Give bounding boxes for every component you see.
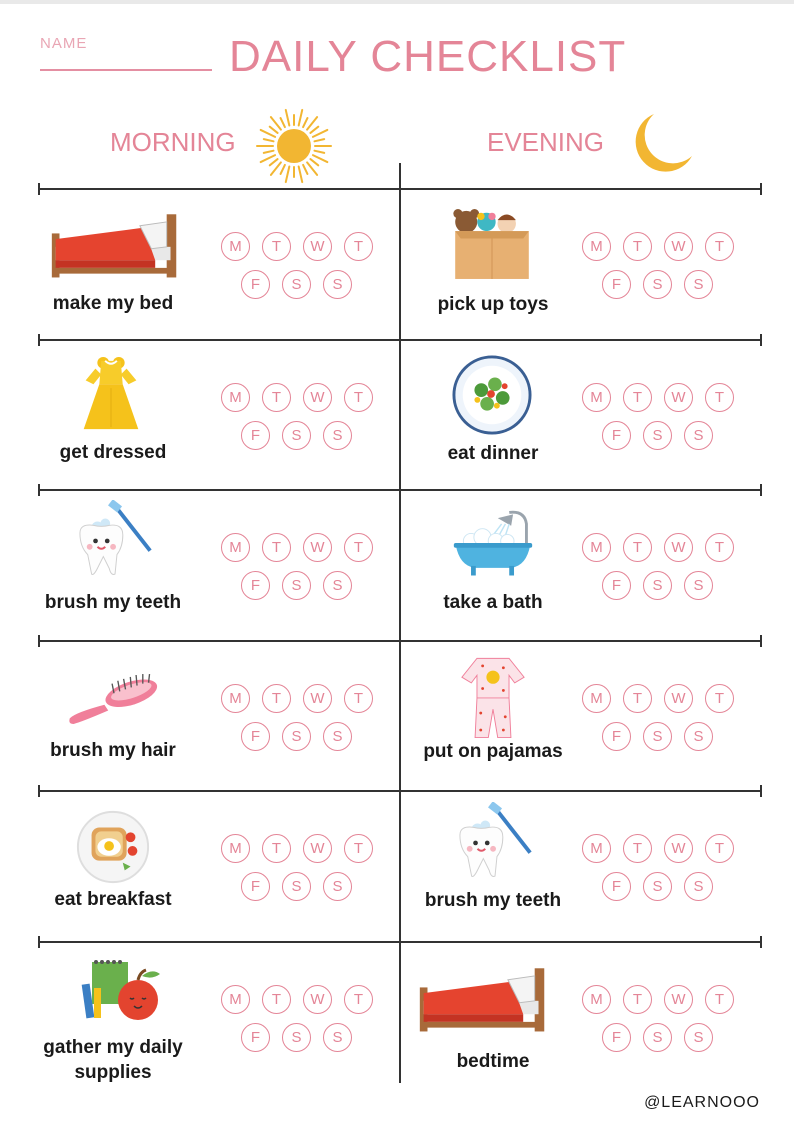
day-circle[interactable]: S — [323, 872, 352, 901]
sun-ray — [299, 110, 303, 126]
weekday-checkboxes — [582, 834, 742, 914]
task-label: eat breakfast — [54, 889, 172, 910]
day-circle[interactable]: F — [241, 722, 270, 751]
sun-ray — [310, 159, 318, 165]
page-title: DAILY CHECKLIST — [229, 32, 627, 81]
day-circle[interactable]: S — [282, 571, 311, 600]
sun-icon — [254, 106, 334, 186]
day-circle[interactable]: F — [602, 1023, 631, 1052]
row-divider — [38, 640, 762, 642]
day-circle[interactable]: T — [623, 834, 652, 863]
day-circle[interactable]: W — [664, 985, 693, 1014]
day-circle[interactable]: T — [623, 533, 652, 562]
task-label: eat dinner — [447, 443, 539, 464]
day-circle[interactable]: T — [262, 383, 291, 412]
day-circle[interactable]: T — [705, 383, 734, 412]
day-circle[interactable]: T — [344, 533, 373, 562]
day-circle[interactable]: S — [323, 421, 352, 450]
day-circle[interactable]: S — [684, 1023, 713, 1052]
divider-end-tick — [38, 785, 40, 797]
task-label: take a bath — [443, 592, 543, 613]
day-circle[interactable]: T — [344, 985, 373, 1014]
day-circle[interactable]: T — [344, 383, 373, 412]
weekday-checkboxes — [221, 232, 381, 312]
day-circle[interactable]: F — [602, 270, 631, 299]
bed-icon — [48, 204, 182, 287]
day-circle[interactable]: S — [323, 270, 352, 299]
weekday-checkboxes — [582, 232, 742, 312]
day-circle[interactable]: S — [684, 722, 713, 751]
day-circle[interactable]: S — [282, 722, 311, 751]
day-circle[interactable]: W — [303, 834, 332, 863]
weekday-checkboxes — [221, 985, 381, 1065]
day-circle[interactable]: W — [664, 533, 693, 562]
tooth-brush-icon — [72, 500, 160, 583]
divider-end-tick — [760, 635, 762, 647]
day-circle[interactable]: T — [623, 232, 652, 261]
day-circle[interactable]: W — [303, 684, 332, 713]
morning-heading: MORNING — [110, 127, 236, 157]
name-write-line[interactable] — [40, 69, 212, 71]
day-circle[interactable]: S — [643, 571, 672, 600]
tooth-brush-icon — [452, 802, 540, 885]
day-circle[interactable]: T — [623, 684, 652, 713]
day-circle[interactable]: S — [323, 1023, 352, 1052]
task-label: brush my hair — [50, 740, 176, 761]
day-circle[interactable]: S — [684, 421, 713, 450]
dinner-plate-icon — [452, 355, 532, 440]
row-divider — [38, 941, 762, 943]
day-circle[interactable]: M — [221, 684, 250, 713]
weekday-checkboxes — [582, 383, 742, 463]
day-circle[interactable]: S — [684, 270, 713, 299]
toy-box-icon — [446, 206, 538, 287]
day-circle[interactable]: S — [323, 571, 352, 600]
day-circle[interactable]: W — [303, 985, 332, 1014]
day-circle[interactable]: W — [664, 232, 693, 261]
day-circle[interactable]: M — [221, 985, 250, 1014]
top-edge-bar — [0, 0, 794, 4]
divider-end-tick — [38, 484, 40, 496]
sun-ray — [299, 166, 303, 182]
bathtub-icon — [450, 504, 536, 587]
day-circle[interactable]: F — [241, 421, 270, 450]
day-circle[interactable]: T — [623, 985, 652, 1014]
day-circle[interactable]: T — [344, 684, 373, 713]
sun-ray — [313, 155, 327, 162]
dress-icon — [80, 355, 142, 438]
sun-ray — [314, 139, 324, 141]
day-circle[interactable]: T — [262, 985, 291, 1014]
day-circle[interactable]: F — [602, 421, 631, 450]
day-circle[interactable]: S — [643, 722, 672, 751]
breakfast-plate-icon — [74, 808, 152, 891]
sun-ray — [270, 159, 278, 165]
weekday-checkboxes — [221, 834, 381, 914]
divider-end-tick — [38, 635, 40, 647]
day-circle[interactable]: M — [582, 383, 611, 412]
day-circle[interactable]: W — [664, 684, 693, 713]
day-circle[interactable]: F — [602, 722, 631, 751]
weekday-checkboxes — [582, 533, 742, 613]
footer-handle: @LEARNOOO — [644, 1094, 760, 1111]
day-circle[interactable]: F — [241, 571, 270, 600]
day-circle[interactable]: M — [582, 232, 611, 261]
sun-ray — [281, 118, 285, 127]
sun-ray — [281, 165, 285, 174]
day-circle[interactable]: W — [303, 533, 332, 562]
day-circle[interactable]: T — [262, 533, 291, 562]
sun-ray — [303, 165, 307, 174]
day-circle[interactable]: S — [282, 421, 311, 450]
task-label: bedtime — [456, 1051, 530, 1072]
day-circle[interactable]: T — [262, 684, 291, 713]
day-circle[interactable]: S — [643, 270, 672, 299]
day-circle[interactable]: M — [221, 834, 250, 863]
day-circle[interactable]: T — [705, 834, 734, 863]
row-divider — [38, 790, 762, 792]
day-circle[interactable]: W — [664, 383, 693, 412]
day-circle[interactable]: M — [582, 533, 611, 562]
evening-heading: EVENING — [487, 127, 605, 157]
divider-end-tick — [38, 936, 40, 948]
task-label: put on pajamas — [423, 741, 563, 762]
task-label: brush my teeth — [424, 890, 562, 911]
day-circle[interactable]: M — [582, 684, 611, 713]
day-circle[interactable]: F — [602, 571, 631, 600]
weekday-checkboxes — [582, 684, 742, 764]
divider-end-tick — [38, 334, 40, 346]
task-label: gather my daily supplies — [43, 1037, 183, 1083]
divider-end-tick — [760, 183, 762, 195]
day-circle[interactable]: F — [602, 872, 631, 901]
pajamas-icon — [460, 654, 526, 745]
hairbrush-icon — [66, 670, 162, 733]
weekday-checkboxes — [221, 533, 381, 613]
day-circle[interactable]: M — [221, 383, 250, 412]
day-circle[interactable]: S — [684, 872, 713, 901]
weekday-checkboxes — [221, 383, 381, 463]
row-divider — [38, 188, 762, 190]
row-divider — [38, 489, 762, 491]
sun-ray — [286, 166, 290, 182]
day-circle[interactable]: T — [705, 684, 734, 713]
task-label: pick up toys — [437, 294, 549, 315]
bed-icon — [416, 958, 550, 1041]
divider-end-tick — [38, 183, 40, 195]
moon-icon — [624, 108, 696, 180]
day-circle[interactable]: W — [664, 834, 693, 863]
day-circle[interactable]: F — [241, 1023, 270, 1052]
sun-ray — [270, 127, 278, 133]
day-circle[interactable]: M — [582, 834, 611, 863]
day-circle[interactable]: T — [705, 232, 734, 261]
day-circle[interactable]: S — [323, 722, 352, 751]
day-circle[interactable]: M — [582, 985, 611, 1014]
day-circle[interactable]: T — [262, 232, 291, 261]
column-divider — [399, 163, 401, 1083]
school-supplies-icon — [80, 954, 170, 1029]
sun-ray — [261, 130, 275, 137]
day-circle[interactable]: W — [303, 383, 332, 412]
sun-ray — [313, 130, 327, 137]
row-divider — [38, 339, 762, 341]
task-label: make my bed — [52, 293, 174, 314]
divider-end-tick — [760, 785, 762, 797]
day-circle[interactable]: T — [623, 383, 652, 412]
divider-end-tick — [760, 936, 762, 948]
weekday-checkboxes — [221, 684, 381, 764]
day-circle[interactable]: T — [262, 834, 291, 863]
name-label: NAME — [40, 35, 88, 52]
day-circle[interactable]: M — [221, 232, 250, 261]
day-circle[interactable]: S — [684, 571, 713, 600]
divider-end-tick — [760, 484, 762, 496]
day-circle[interactable]: T — [344, 232, 373, 261]
day-circle[interactable]: T — [705, 533, 734, 562]
sun-ray — [261, 155, 275, 162]
day-circle[interactable]: M — [221, 533, 250, 562]
sun-ray — [264, 139, 274, 141]
sun-ray — [264, 151, 274, 153]
day-circle[interactable]: T — [344, 834, 373, 863]
sun-ray — [310, 127, 318, 133]
day-circle[interactable]: W — [303, 232, 332, 261]
day-circle[interactable]: F — [241, 270, 270, 299]
day-circle[interactable]: S — [282, 872, 311, 901]
day-circle[interactable]: S — [643, 1023, 672, 1052]
day-circle[interactable]: S — [282, 270, 311, 299]
task-label: brush my teeth — [44, 592, 182, 613]
day-circle[interactable]: S — [282, 1023, 311, 1052]
sun-ray — [286, 110, 290, 126]
day-circle[interactable]: T — [705, 985, 734, 1014]
day-circle[interactable]: S — [643, 872, 672, 901]
day-circle[interactable]: F — [241, 872, 270, 901]
divider-end-tick — [760, 334, 762, 346]
sun-ray — [314, 151, 324, 153]
task-label: get dressed — [59, 442, 167, 463]
day-circle[interactable]: S — [643, 421, 672, 450]
sun-ray — [303, 118, 307, 127]
weekday-checkboxes — [582, 985, 742, 1065]
